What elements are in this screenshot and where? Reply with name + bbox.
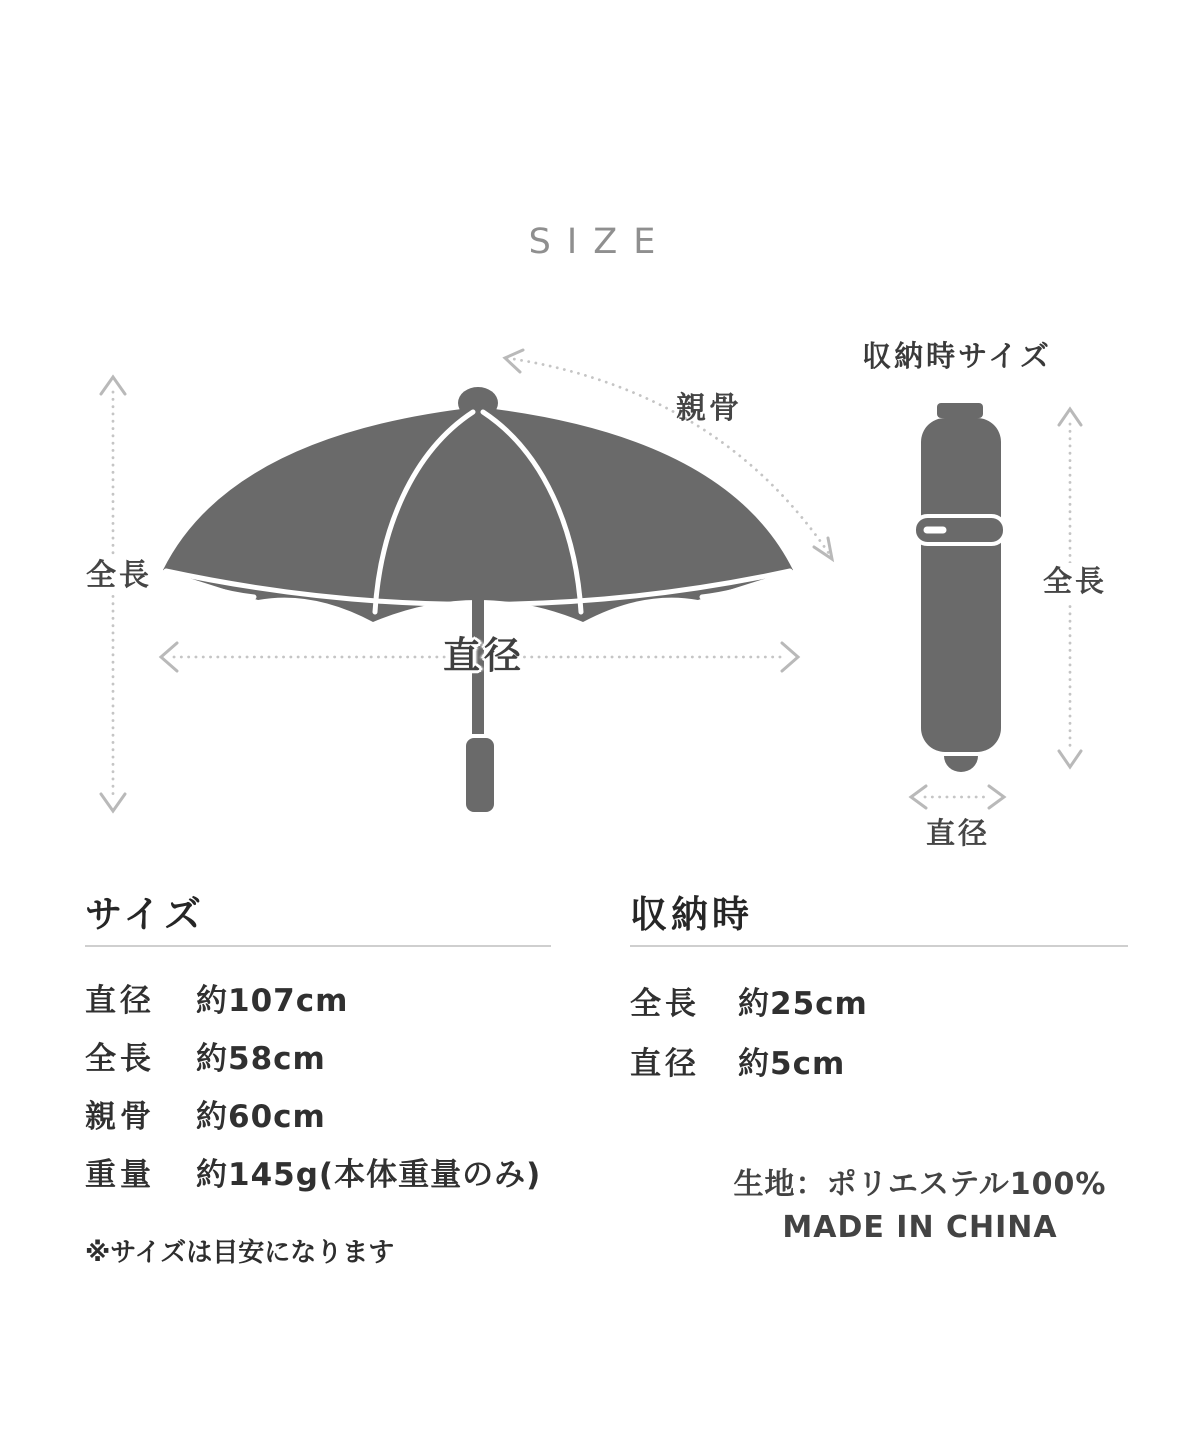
stored-spec-heading: 収納時 — [630, 893, 753, 936]
stored-spec-divider — [630, 945, 1128, 947]
rib-label: 親骨 — [676, 391, 742, 426]
size-spec-divider — [85, 945, 551, 947]
origin-info: MADE IN CHINA — [782, 1210, 1058, 1245]
open-total-length-label: 全長 — [83, 556, 155, 595]
open-umbrella-icon — [163, 387, 793, 812]
spec-row-value: 約25cm — [738, 985, 868, 1022]
spec-row-label: 直径 — [85, 982, 155, 1019]
spec-row-diameter — [85, 968, 541, 1026]
size-spec-rows — [85, 968, 541, 1200]
stored-spec-rows — [630, 970, 868, 1090]
size-spec-note: ※サイズは目安になります — [85, 1238, 395, 1268]
spec-row-value: 約60cm — [196, 1098, 326, 1135]
page-title: SIZE — [528, 222, 672, 262]
spec-row-label: 全長 — [85, 1040, 155, 1077]
spec-row-stored-length — [630, 970, 868, 1030]
spec-row-value: 約5cm — [738, 1045, 846, 1082]
size-spec-heading: サイズ — [85, 893, 206, 936]
spec-row-label: 重量 — [85, 1156, 155, 1193]
folded-umbrella-icon — [914, 403, 1005, 772]
spec-row-label: 親骨 — [85, 1098, 155, 1135]
spec-row-value: 約58cm — [196, 1040, 326, 1077]
folded-diameter-arrow — [911, 786, 1004, 808]
spec-row-weight — [85, 1142, 541, 1200]
folded-total-length-label: 全長 — [1040, 563, 1110, 601]
fabric-info: 生地：ポリエステル100% — [733, 1167, 1107, 1202]
spec-row-rib — [85, 1084, 541, 1142]
spec-row-total-length — [85, 1026, 541, 1084]
open-diameter-label: 直径 — [443, 634, 525, 677]
spec-row-label: 全長 — [630, 985, 700, 1022]
spec-row-value: 約107cm — [196, 982, 349, 1019]
spec-row-value: 約145g(本体重量のみ) — [196, 1156, 542, 1193]
spec-row-label: 直径 — [630, 1045, 700, 1082]
folded-diameter-label: 直径 — [926, 816, 991, 850]
material-info — [640, 1163, 1200, 1249]
spec-row-stored-diameter — [630, 1030, 868, 1090]
folded-diagram-title: 収納時サイズ — [862, 339, 1052, 373]
